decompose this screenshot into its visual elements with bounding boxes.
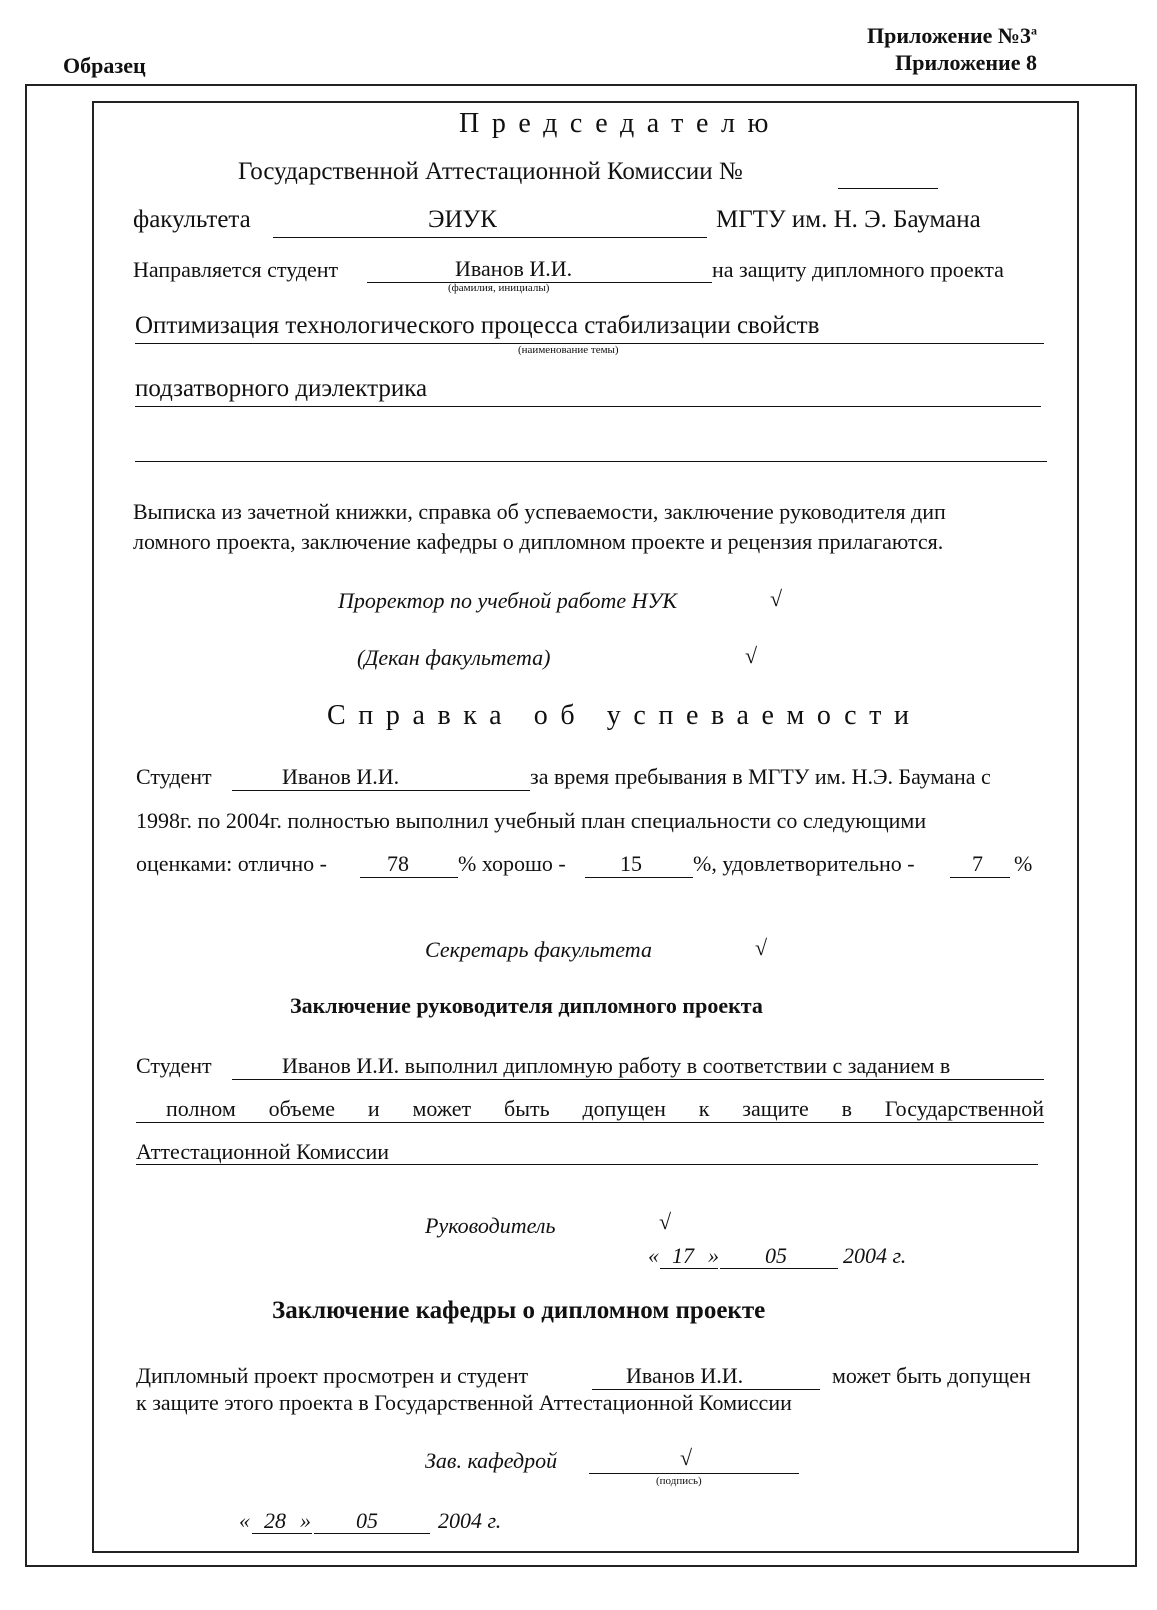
appendix-number: Приложение $№3^а$ — [867, 23, 1037, 48]
grades-student-name: Иванов И.И. — [282, 764, 400, 789]
head-signature-line — [589, 1473, 799, 1474]
department-day: 28 — [264, 1508, 286, 1533]
supervisor-line-2-underline — [136, 1122, 1044, 1123]
grades-period: за время пребывания в МГТУ им. Н.Э. Баумана с — [530, 764, 991, 789]
satisfactory-percent: % — [1014, 851, 1033, 876]
topic-line-1: Оптимизация технологического процесса стабилизации свойств — [135, 312, 820, 339]
department-date-open: « — [239, 1508, 250, 1533]
excellent-value: 78 — [387, 851, 409, 876]
supervisor-line-2: полном объеме и может быть допущен к защите в Государственной — [166, 1096, 1044, 1121]
supervisor-line-1-underline — [232, 1079, 1044, 1080]
topic-underline-2 — [135, 406, 1041, 407]
department-student-name: Иванов И.И. — [626, 1363, 744, 1388]
attachments-line-1: Выписка из зачетной книжки, справка об успеваемости, заключение руководителя дип — [133, 499, 946, 524]
appendix-8: Приложение 8 — [895, 50, 1037, 75]
secretary-check: √ — [755, 935, 768, 960]
department-line-2: к защите этого проекта в Государственной Аттестационной Комиссии — [136, 1390, 792, 1415]
department-month: 05 — [356, 1508, 378, 1533]
faculty-label: факультета — [133, 206, 251, 233]
supervisor-line-1: Иванов И.И. выполнил дипломную работу в соответствии с заданием в — [282, 1053, 951, 1078]
university-name: МГТУ им. Н. Э. Баумана — [716, 206, 981, 233]
grades-student-label: Студент — [136, 764, 212, 789]
good-value: 15 — [620, 851, 642, 876]
purpose: на защиту дипломного проекта — [712, 257, 1004, 282]
supervisor-role: Руководитель — [425, 1213, 556, 1238]
supervisor-date-mid: » — [708, 1243, 719, 1268]
signature-hint: (подпись) — [656, 1475, 702, 1487]
sent-label: Направляется студент — [133, 257, 339, 282]
prorector-check: √ — [770, 586, 783, 611]
supervisor-line-3: Аттестационной Комиссии — [136, 1139, 390, 1164]
department-line-1-start: Дипломный проект просмотрен и студент — [136, 1363, 529, 1388]
student-name: Иванов И.И. — [455, 256, 573, 281]
satisfactory-line — [950, 877, 1010, 878]
head-label: Зав. кафедрой — [425, 1448, 558, 1473]
supervisor-date-open: « — [648, 1243, 659, 1268]
supervisor-check: √ — [659, 1209, 672, 1234]
excellent-line — [360, 877, 458, 878]
commission-label: Государственной Аттестационной Комиссии № — [238, 158, 743, 185]
topic-line-2: подзатворного диэлектрика — [135, 375, 428, 402]
grades-line-2: 1998г. по 2004г. полностью выполнил учебный план специальности со следующими — [136, 808, 927, 833]
supervisor-year: 2004 г. — [843, 1243, 907, 1268]
topic-hint: (наименование темы) — [518, 344, 619, 356]
sample-label: Образец — [63, 53, 146, 78]
supervisor-title: Заключение руководителя дипломного проекта — [290, 993, 763, 1018]
department-year: 2004 г. — [438, 1508, 502, 1533]
attachments-line-2: ломного проекта, заключение кафедры о дипломном проекте и рецензия прилагаются. — [133, 529, 944, 554]
student-hint: (фамилия, инициалы) — [448, 282, 550, 294]
good-line — [585, 877, 693, 878]
grades-label: оценками: отлично - — [136, 851, 327, 876]
secretary: Секретарь факультета — [425, 937, 652, 962]
grades-student-line — [232, 790, 530, 791]
good-label: % хорошо - — [458, 851, 566, 876]
faculty-line — [273, 237, 707, 238]
prorector: Проректор по учебной работе НУК — [338, 588, 677, 613]
supervisor-month: 05 — [765, 1243, 787, 1268]
to-chairman: Председателю — [459, 108, 782, 139]
faculty-value: ЭИУК — [428, 206, 497, 233]
dean: (Декан факультета) — [357, 645, 551, 670]
satisfactory-label: %, удовлетворительно - — [693, 851, 915, 876]
department-date-mid: » — [300, 1508, 311, 1533]
supervisor-day: 17 — [672, 1243, 694, 1268]
commission-number-line — [838, 188, 938, 189]
dean-check: √ — [745, 643, 758, 668]
department-line-1-end: может быть допущен — [832, 1363, 1031, 1388]
satisfactory-value: 7 — [972, 851, 983, 876]
department-title: Заключение кафедры о дипломном проекте — [272, 1297, 766, 1324]
supervisor-line-3-underline — [136, 1164, 1038, 1165]
supervisor-student-label: Студент — [136, 1053, 212, 1078]
head-check: √ — [680, 1445, 693, 1470]
topic-underline-3 — [135, 461, 1047, 462]
grades-title: Справка об успеваемости — [327, 700, 922, 731]
